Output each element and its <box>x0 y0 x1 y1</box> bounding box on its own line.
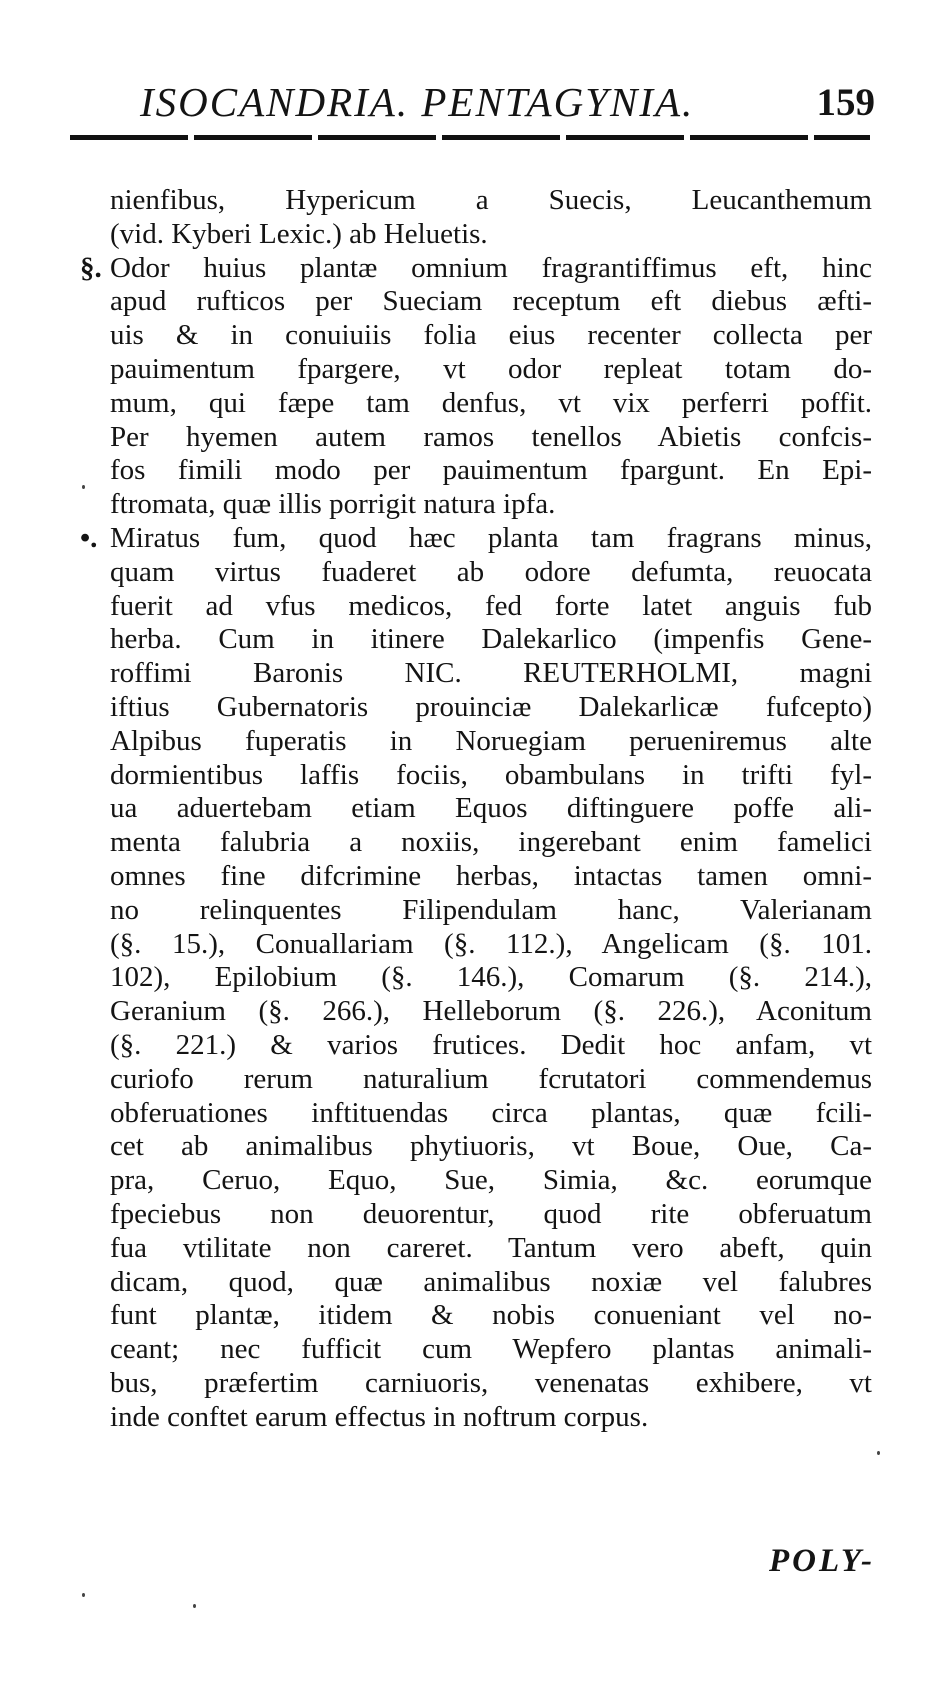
text-line: inde conftet earum effectus in noftrum corpus. <box>110 1400 649 1433</box>
text-line: (§. 221.) & varios frutices. Dedit hoc anfam, vt <box>110 1028 872 1061</box>
text-line: dicam, quod, quæ animalibus noxiæ vel falubres <box>110 1265 872 1298</box>
page-number: 159 <box>816 81 875 124</box>
text-line: uis & in conuiuiis folia eius recenter collecta per <box>110 319 872 352</box>
text-line: herba. Cum in itinere Dalekarlico (impenfis Gene- <box>110 623 872 656</box>
text-line: pra, Ceruo, Equo, Sue, Simia, &c. eorumque <box>110 1164 872 1197</box>
paragraph-marker: §. <box>80 251 102 284</box>
text-line: fuerit ad vfus medicos, fed forte latet anguis fub <box>110 589 872 622</box>
text-line: obferuationes inftituendas circa plantas, quæ fcili- <box>110 1096 872 1129</box>
text-line: fos fimili modo per pauimentum fpargunt. En Epi- <box>110 454 872 487</box>
print-speck <box>82 1593 85 1597</box>
text-line: mum, qui fæpe tam denfus, vt vix perferri poffit. <box>110 386 872 419</box>
text-line: Alpibus fuperatis in Noruegiam perueniremus alte <box>110 724 872 757</box>
catchword: POLY- <box>768 1543 875 1579</box>
paragraph-marker: •. <box>80 521 98 554</box>
text-line: iftius Gubernatoris prouinciæ Dalekarlicæ fufcepto) <box>110 690 872 723</box>
text-line: no relinquentes Filipendulam hanc, Valerianam <box>110 893 872 926</box>
text-line: funt plantæ, itidem & nobis conueniant vel no- <box>110 1299 872 1332</box>
text-line: quam virtus fuaderet ab odore defumta, reuocata <box>110 555 872 588</box>
text-line: ua aduertebam etiam Equos diftinguere poffe ali- <box>110 792 872 825</box>
running-head <box>140 78 875 128</box>
text-line: curiofo rerum naturalium fcrutatori commendemus <box>110 1062 872 1095</box>
print-speck <box>193 1604 196 1608</box>
text-line: bus, præfertim carniuoris, venenatas exhibere, vt <box>110 1366 872 1399</box>
header-rule <box>70 135 870 140</box>
text-line: apud rufticos per Sueciam receptum eft diebus æfti- <box>110 285 872 318</box>
text-line: menta falubria a noxiis, ingerebant enim famelici <box>110 826 872 859</box>
text-line: omnes fine difcrimine herbas, intactas tamen omni- <box>110 859 872 892</box>
text-line: fpeciebus non deuorentur, quod rite obferuatum <box>110 1197 872 1230</box>
text-line: roffimi Baronis NIC. REUTERHOLMI, magni <box>110 657 872 690</box>
text-line: 102), Epilobium (§. 146.), Comarum (§. 214.), <box>110 961 872 994</box>
text-line: §. Odor huius plantæ omnium fragrantiffimus eft, hinc <box>80 251 872 284</box>
body-text <box>80 184 872 1434</box>
text-line: (vid. Kyberi Lexic.) ab Heluetis. <box>110 217 488 250</box>
text-line: nienfibus, Hypericum a Suecis, Leucanthemum <box>110 184 872 216</box>
text-line: fua vtilitate non careret. Tantum vero abeft, quin <box>110 1231 872 1264</box>
text-line: ftromata, quæ illis porrigit natura ipfa. <box>110 488 556 521</box>
running-title: ISOCANDRIA. PENTAGYNIA. <box>140 79 695 125</box>
text-line: •. Miratus fum, quod hæc planta tam fragrans minus, <box>80 521 872 554</box>
text-line: Geranium (§. 266.), Helleborum (§. 226.), Aconitum <box>110 995 872 1028</box>
text-line: ceant; nec fufficit cum Wepfero plantas animali- <box>110 1333 872 1366</box>
text-line: cet ab animalibus phytiuoris, vt Boue, Oue, Ca- <box>110 1130 872 1163</box>
text-line: Per hyemen autem ramos tenellos Abietis confcis- <box>110 420 872 453</box>
text-line: (§. 15.), Conuallariam (§. 112.), Angelicam (§. 101. <box>110 927 872 960</box>
print-speck <box>877 1451 880 1455</box>
text-line: dormientibus laffis fociis, obambulans in trifti fyl- <box>110 758 872 791</box>
text-line: pauimentum fpargere, vt odor repleat totam do- <box>110 352 872 385</box>
print-speck <box>82 485 85 489</box>
